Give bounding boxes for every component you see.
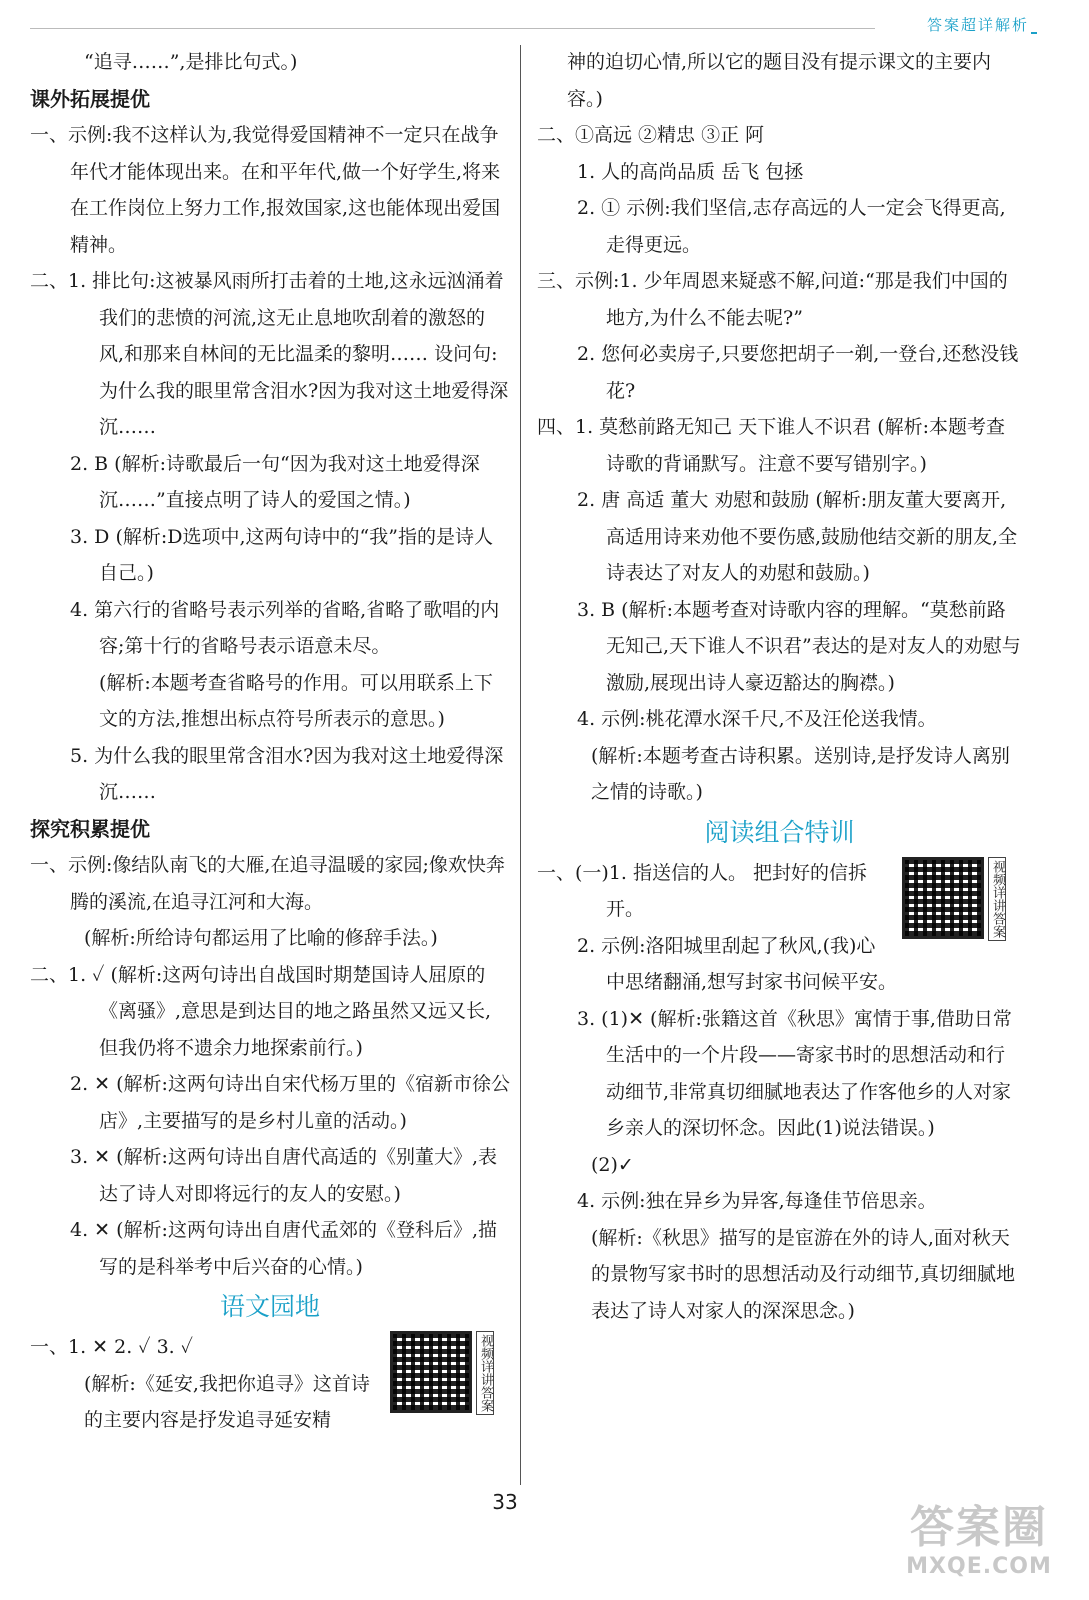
page-number: 33 xyxy=(492,1490,518,1514)
right-column xyxy=(537,44,1022,1329)
answer-line: 4. 示例:桃花潭水深千尺,不及汪伦送我情。 xyxy=(577,708,937,730)
left-column xyxy=(30,44,510,1439)
answer-line: 二、①高远 ②精忠 ③正 阿 xyxy=(537,124,765,146)
answer-line: 神的迫切心情,所以它的题目没有提示课文的主要内容。) xyxy=(567,51,992,110)
watermark-logo xyxy=(899,1502,1059,1588)
section-title: 阅读组合特训 xyxy=(704,817,855,847)
qr-label: 视频详讲答案 xyxy=(476,1331,494,1415)
section-heading: 探究积累提优 xyxy=(30,816,150,841)
answer-note: (解析:本题考查省略号的作用。可以用联系上下文的方法,推想出标点符号所表示的意思。) xyxy=(99,671,493,730)
answer-line: 4. 第六行的省略号表示列举的省略,省略了歌唱的内容;第十行的省略号表示语意未尽。 xyxy=(70,598,500,657)
answer-line: 一、示例:像结队南飞的大雁,在追寻温暖的家园;像欢快奔腾的溪流,在追寻江河和大海。 xyxy=(30,854,505,913)
answer-line: 三、示例:1. 少年周恩来疑惑不解,问道:“那是我们中国的地方,为什么不能去呢?” xyxy=(537,270,1008,329)
header-rule xyxy=(30,28,875,29)
qr-block[interactable] xyxy=(390,1331,510,1426)
answer-line: 一、(一)1. 指送信的人。 把封好的信拆开。 xyxy=(537,861,868,920)
answer-note: (解析:所给诗句都运用了比喻的修辞手法。) xyxy=(84,927,438,949)
watermark-main: 答案圈 xyxy=(910,1502,1048,1553)
answer-line: 3. ✕ (解析:这两句诗出自唐代高适的《别董大》,表达了诗人对即将远行的友人的安慰。) xyxy=(70,1146,497,1205)
answer-line: 一、示例:我不这样认为,我觉得爱国精神不一定只在战争年代才能体现出来。在和平年代,做一个好学生,将来在工作岗位上努力工作,报效国家,这也能体现出爱国精神。 xyxy=(30,124,501,256)
header-label: 答案超详解析 xyxy=(926,16,1029,34)
header-mark xyxy=(1031,32,1037,34)
answer-note: (解析:《秋思》描写的是宦游在外的诗人,面对秋天的景物写家书时的思想活动及行动细节,真切细腻地表达了诗人对家人的深深思念。) xyxy=(591,1226,1016,1322)
section-title: 语文园地 xyxy=(219,1292,320,1321)
answer-line: 二、1. ✓ (解析:这两句诗出自战国时期楚国诗人屈原的《离骚》,意思是到达目的地之路虽然又远又长,但我仍将不遗余力地探索前行。) xyxy=(30,963,492,1059)
answer-line: 2. ✕ (解析:这两句诗出自宋代杨万里的《宿新市徐公店》,主要描写的是乡村儿童的活动。) xyxy=(70,1073,510,1132)
qr-code-icon[interactable] xyxy=(390,1331,472,1413)
answer-line: 2. B (解析:诗歌最后一句“因为我对这土地爱得深沉……”直接点明了诗人的爱国之情。) xyxy=(70,452,480,511)
answer-line: 5. 为什么我的眼里常含泪水?因为我对这土地爱得深沉…… xyxy=(70,744,504,803)
answer-line: 一、1. ✕ 2. ✓ 3. ✓ xyxy=(30,1336,194,1358)
answer-line: 2. 唐 高适 董大 劝慰和鼓励 (解析:朋友董大要离开,高适用诗来劝他不要伤感,鼓励他结交新的朋友,全诗表达了对友人的劝慰和鼓励。) xyxy=(577,489,1018,584)
answer-line: (2)✓ xyxy=(591,1153,634,1176)
answer-line: 1. 人的高尚品质 岳飞 包拯 xyxy=(577,160,804,183)
qr-block[interactable] xyxy=(902,857,1022,952)
answer-line: 2. 您何必卖房子,只要您把胡子一剃,一登台,还愁没钱花? xyxy=(577,343,1019,402)
answer-line: 2. ① 示例:我们坚信,志存高远的人一定会飞得更高,走得更远。 xyxy=(577,197,1006,256)
answer-note: (解析:《延安,我把你追寻》这首诗的主要内容是抒发追寻延安精 xyxy=(84,1372,370,1431)
answer-line: 3. B (解析:本题考查对诗歌内容的理解。“莫愁前路无知己,天下谁人不识君”表达的是对友人的劝慰与激励,展现出诗人豪迈豁达的胸襟。) xyxy=(577,598,1021,694)
section-heading: 课外拓展提优 xyxy=(30,86,150,111)
answer-line: 4. 示例:独在异乡为异客,每逢佳节倍思亲。 xyxy=(577,1190,937,1212)
answer-line: 4. ✕ (解析:这两句诗出自唐代孟郊的《登科后》,描写的是科举考中后兴奋的心情。) xyxy=(70,1219,497,1278)
answer-line: 3. D (解析:D选项中,这两句诗中的“我”指的是诗人自己。) xyxy=(70,525,493,584)
answer-line: 二、1. 排比句:这被暴风雨所打击着的土地,这永远汹涌着我们的悲愤的河流,这无止息地吹刮着的激怒的风,和那来自林间的无比温柔的黎明…… 设问句:为什么我的眼里常含泪水?因为我对这土地爱得深沉…… xyxy=(30,270,509,438)
watermark-sub: MXQE.COM xyxy=(906,1554,1052,1579)
qr-code-icon[interactable] xyxy=(902,857,984,939)
answer-line: 3. (1)✕ (解析:张籍这首《秋思》寓情于事,借助日常生活中的一个片段——寄家书时的思想活动和行动细节,非常真切细腻地表达了作客他乡的人对家乡亲人的深切怀念。因此(1)说法错误。) xyxy=(577,1007,1012,1139)
answer-note: (解析:本题考查古诗积累。送别诗,是抒发诗人离别之情的诗歌。) xyxy=(591,744,1010,803)
qr-label: 视频详讲答案 xyxy=(988,857,1006,941)
answer-line: “追寻……”,是排比句式。) xyxy=(84,51,298,73)
answer-line: 2. 示例:洛阳城里刮起了秋风,(我)心中思绪翻涌,想写封家书问候平安。 xyxy=(577,934,898,993)
column-divider xyxy=(520,45,521,1485)
answer-line: 四、1. 莫愁前路无知己 天下谁人不识君 (解析:本题考查诗歌的背诵默写。注意不要写错别字。) xyxy=(537,416,1006,475)
